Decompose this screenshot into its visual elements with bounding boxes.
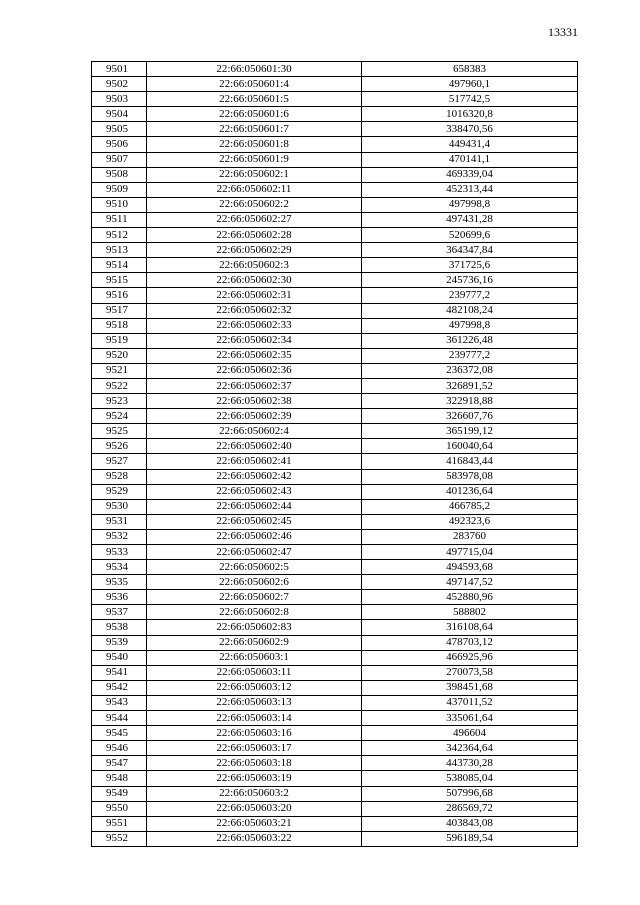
cadastral-number-cell: 22:66:050602:27 [147, 212, 362, 227]
row-number-cell: 9546 [92, 741, 147, 756]
cadastral-number-cell: 22:66:050602:34 [147, 333, 362, 348]
value-cell: 342364,64 [362, 741, 578, 756]
cadastral-number-cell: 22:66:050601:6 [147, 107, 362, 122]
cadastral-number-cell: 22:66:050602:47 [147, 545, 362, 560]
row-number-cell: 9539 [92, 635, 147, 650]
cadastral-number-cell: 22:66:050601:5 [147, 92, 362, 107]
table-row [92, 363, 578, 378]
cadastral-table [91, 61, 578, 847]
row-number-cell: 9548 [92, 771, 147, 786]
value-cell: 326891,52 [362, 378, 578, 393]
page-number: 13331 [548, 25, 578, 39]
value-cell: 588802 [362, 605, 578, 620]
cadastral-number-cell: 22:66:050602:28 [147, 228, 362, 243]
cadastral-number-cell: 22:66:050601:7 [147, 122, 362, 137]
row-number-cell: 9544 [92, 711, 147, 726]
cadastral-number-cell: 22:66:050603:16 [147, 726, 362, 741]
value-cell: 494593,68 [362, 560, 578, 575]
table-row [92, 484, 578, 499]
row-number-cell: 9549 [92, 786, 147, 801]
row-number-cell: 9502 [92, 77, 147, 92]
cadastral-number-cell: 22:66:050602:32 [147, 303, 362, 318]
table-row [92, 499, 578, 514]
cadastral-number-cell: 22:66:050602:9 [147, 635, 362, 650]
table-row [92, 122, 578, 137]
table-row [92, 333, 578, 348]
table-row [92, 378, 578, 393]
row-number-cell: 9528 [92, 469, 147, 484]
table-row [92, 695, 578, 710]
table-row [92, 816, 578, 831]
row-number-cell: 9515 [92, 273, 147, 288]
cadastral-number-cell: 22:66:050602:8 [147, 605, 362, 620]
cadastral-number-cell: 22:66:050601:8 [147, 137, 362, 152]
row-number-cell: 9513 [92, 243, 147, 258]
cadastral-number-cell: 22:66:050603:20 [147, 801, 362, 816]
value-cell: 398451,68 [362, 680, 578, 695]
value-cell: 449431,4 [362, 137, 578, 152]
row-number-cell: 9532 [92, 529, 147, 544]
value-cell: 497715,04 [362, 545, 578, 560]
value-cell: 239777,2 [362, 348, 578, 363]
row-number-cell: 9509 [92, 182, 147, 197]
table-row [92, 650, 578, 665]
cadastral-number-cell: 22:66:050602:41 [147, 454, 362, 469]
row-number-cell: 9534 [92, 560, 147, 575]
table-row [92, 741, 578, 756]
value-cell: 239777,2 [362, 288, 578, 303]
row-number-cell: 9512 [92, 228, 147, 243]
value-cell: 401236,64 [362, 484, 578, 499]
row-number-cell: 9520 [92, 348, 147, 363]
row-number-cell: 9551 [92, 816, 147, 831]
cadastral-number-cell: 22:66:050602:83 [147, 620, 362, 635]
row-number-cell: 9540 [92, 650, 147, 665]
value-cell: 437011,52 [362, 695, 578, 710]
cadastral-number-cell: 22:66:050602:37 [147, 378, 362, 393]
row-number-cell: 9530 [92, 499, 147, 514]
table-row [92, 77, 578, 92]
row-number-cell: 9505 [92, 122, 147, 137]
row-number-cell: 9522 [92, 378, 147, 393]
value-cell: 478703,12 [362, 635, 578, 650]
table-row [92, 545, 578, 560]
table-row [92, 409, 578, 424]
row-number-cell: 9533 [92, 545, 147, 560]
value-cell: 365199,12 [362, 424, 578, 439]
cadastral-number-cell: 22:66:050602:11 [147, 182, 362, 197]
value-cell: 364347,84 [362, 243, 578, 258]
cadastral-number-cell: 22:66:050602:1 [147, 167, 362, 182]
row-number-cell: 9525 [92, 424, 147, 439]
row-number-cell: 9541 [92, 665, 147, 680]
row-number-cell: 9531 [92, 514, 147, 529]
value-cell: 497147,52 [362, 575, 578, 590]
cadastral-number-cell: 22:66:050602:4 [147, 424, 362, 439]
value-cell: 497431,28 [362, 212, 578, 227]
table-row [92, 711, 578, 726]
table-row [92, 137, 578, 152]
value-cell: 658383 [362, 62, 578, 77]
cadastral-number-cell: 22:66:050602:35 [147, 348, 362, 363]
row-number-cell: 9542 [92, 680, 147, 695]
row-number-cell: 9503 [92, 92, 147, 107]
row-number-cell: 9506 [92, 137, 147, 152]
table-row [92, 212, 578, 227]
row-number-cell: 9511 [92, 212, 147, 227]
row-number-cell: 9504 [92, 107, 147, 122]
cadastral-number-cell: 22:66:050602:33 [147, 318, 362, 333]
row-number-cell: 9507 [92, 152, 147, 167]
cadastral-number-cell: 22:66:050602:30 [147, 273, 362, 288]
table-row [92, 560, 578, 575]
table-row [92, 318, 578, 333]
table-row [92, 529, 578, 544]
cadastral-number-cell: 22:66:050602:29 [147, 243, 362, 258]
cadastral-number-cell: 22:66:050603:2 [147, 786, 362, 801]
row-number-cell: 9545 [92, 726, 147, 741]
row-number-cell: 9536 [92, 590, 147, 605]
row-number-cell: 9521 [92, 363, 147, 378]
cadastral-number-cell: 22:66:050601:4 [147, 77, 362, 92]
table-body [92, 62, 578, 847]
row-number-cell: 9516 [92, 288, 147, 303]
value-cell: 322918,88 [362, 394, 578, 409]
value-cell: 283760 [362, 529, 578, 544]
value-cell: 497960,1 [362, 77, 578, 92]
value-cell: 338470,56 [362, 122, 578, 137]
cadastral-number-cell: 22:66:050603:22 [147, 831, 362, 846]
value-cell: 517742,5 [362, 92, 578, 107]
table-row [92, 726, 578, 741]
value-cell: 466925,96 [362, 650, 578, 665]
value-cell: 403843,08 [362, 816, 578, 831]
value-cell: 538085,04 [362, 771, 578, 786]
value-cell: 482108,24 [362, 303, 578, 318]
row-number-cell: 9535 [92, 575, 147, 590]
row-number-cell: 9518 [92, 318, 147, 333]
cadastral-number-cell: 22:66:050601:30 [147, 62, 362, 77]
row-number-cell: 9510 [92, 197, 147, 212]
table-row [92, 424, 578, 439]
row-number-cell: 9529 [92, 484, 147, 499]
table-row [92, 167, 578, 182]
table-row [92, 771, 578, 786]
table-row [92, 439, 578, 454]
value-cell: 452313,44 [362, 182, 578, 197]
cadastral-number-cell: 22:66:050602:46 [147, 529, 362, 544]
cadastral-number-cell: 22:66:050602:42 [147, 469, 362, 484]
cadastral-number-cell: 22:66:050602:2 [147, 197, 362, 212]
cadastral-number-cell: 22:66:050602:44 [147, 499, 362, 514]
cadastral-number-cell: 22:66:050603:13 [147, 695, 362, 710]
value-cell: 1016320,8 [362, 107, 578, 122]
table-row [92, 514, 578, 529]
cadastral-number-cell: 22:66:050602:43 [147, 484, 362, 499]
value-cell: 236372,08 [362, 363, 578, 378]
cadastral-number-cell: 22:66:050602:39 [147, 409, 362, 424]
table-row [92, 680, 578, 695]
value-cell: 316108,64 [362, 620, 578, 635]
row-number-cell: 9543 [92, 695, 147, 710]
cadastral-number-cell: 22:66:050602:40 [147, 439, 362, 454]
cadastral-number-cell: 22:66:050603:21 [147, 816, 362, 831]
row-number-cell: 9523 [92, 394, 147, 409]
table-row [92, 243, 578, 258]
table-row [92, 454, 578, 469]
table-row [92, 62, 578, 77]
value-cell: 245736,16 [362, 273, 578, 288]
row-number-cell: 9514 [92, 258, 147, 273]
value-cell: 492323,6 [362, 514, 578, 529]
cadastral-number-cell: 22:66:050603:14 [147, 711, 362, 726]
row-number-cell: 9550 [92, 801, 147, 816]
table-row [92, 107, 578, 122]
value-cell: 583978,08 [362, 469, 578, 484]
row-number-cell: 9524 [92, 409, 147, 424]
table-row [92, 258, 578, 273]
row-number-cell: 9547 [92, 756, 147, 771]
value-cell: 469339,04 [362, 167, 578, 182]
value-cell: 270073,58 [362, 665, 578, 680]
table-row [92, 665, 578, 680]
value-cell: 520699,6 [362, 228, 578, 243]
table-row [92, 182, 578, 197]
table-row [92, 394, 578, 409]
table-row [92, 575, 578, 590]
row-number-cell: 9501 [92, 62, 147, 77]
row-number-cell: 9519 [92, 333, 147, 348]
cadastral-number-cell: 22:66:050602:3 [147, 258, 362, 273]
value-cell: 326607,76 [362, 409, 578, 424]
cadastral-number-cell: 22:66:050603:17 [147, 741, 362, 756]
value-cell: 496604 [362, 726, 578, 741]
cadastral-number-cell: 22:66:050602:31 [147, 288, 362, 303]
value-cell: 497998,8 [362, 318, 578, 333]
table-row [92, 620, 578, 635]
value-cell: 416843,44 [362, 454, 578, 469]
cadastral-number-cell: 22:66:050602:6 [147, 575, 362, 590]
table-row [92, 831, 578, 846]
value-cell: 361226,48 [362, 333, 578, 348]
value-cell: 335061,64 [362, 711, 578, 726]
value-cell: 507996,68 [362, 786, 578, 801]
row-number-cell: 9526 [92, 439, 147, 454]
cadastral-number-cell: 22:66:050602:5 [147, 560, 362, 575]
row-number-cell: 9527 [92, 454, 147, 469]
table-row [92, 469, 578, 484]
value-cell: 470141,1 [362, 152, 578, 167]
value-cell: 596189,54 [362, 831, 578, 846]
cadastral-number-cell: 22:66:050603:1 [147, 650, 362, 665]
cadastral-number-cell: 22:66:050603:19 [147, 771, 362, 786]
value-cell: 466785,2 [362, 499, 578, 514]
cadastral-number-cell: 22:66:050603:11 [147, 665, 362, 680]
cadastral-number-cell: 22:66:050603:18 [147, 756, 362, 771]
value-cell: 371725,6 [362, 258, 578, 273]
table-row [92, 635, 578, 650]
table-row [92, 801, 578, 816]
cadastral-number-cell: 22:66:050602:7 [147, 590, 362, 605]
table-row [92, 605, 578, 620]
table-row [92, 92, 578, 107]
table-row [92, 590, 578, 605]
table-row [92, 756, 578, 771]
cadastral-number-cell: 22:66:050603:12 [147, 680, 362, 695]
value-cell: 286569,72 [362, 801, 578, 816]
table-row [92, 348, 578, 363]
cadastral-number-cell: 22:66:050602:38 [147, 394, 362, 409]
row-number-cell: 9508 [92, 167, 147, 182]
row-number-cell: 9552 [92, 831, 147, 846]
value-cell: 497998,8 [362, 197, 578, 212]
row-number-cell: 9537 [92, 605, 147, 620]
row-number-cell: 9538 [92, 620, 147, 635]
value-cell: 160040,64 [362, 439, 578, 454]
table-row [92, 152, 578, 167]
table-row [92, 273, 578, 288]
cadastral-number-cell: 22:66:050602:36 [147, 363, 362, 378]
table-row [92, 288, 578, 303]
value-cell: 452880,96 [362, 590, 578, 605]
table-row [92, 303, 578, 318]
table-row [92, 786, 578, 801]
table-row [92, 197, 578, 212]
cadastral-number-cell: 22:66:050601:9 [147, 152, 362, 167]
value-cell: 443730,28 [362, 756, 578, 771]
cadastral-number-cell: 22:66:050602:45 [147, 514, 362, 529]
table-row [92, 228, 578, 243]
row-number-cell: 9517 [92, 303, 147, 318]
